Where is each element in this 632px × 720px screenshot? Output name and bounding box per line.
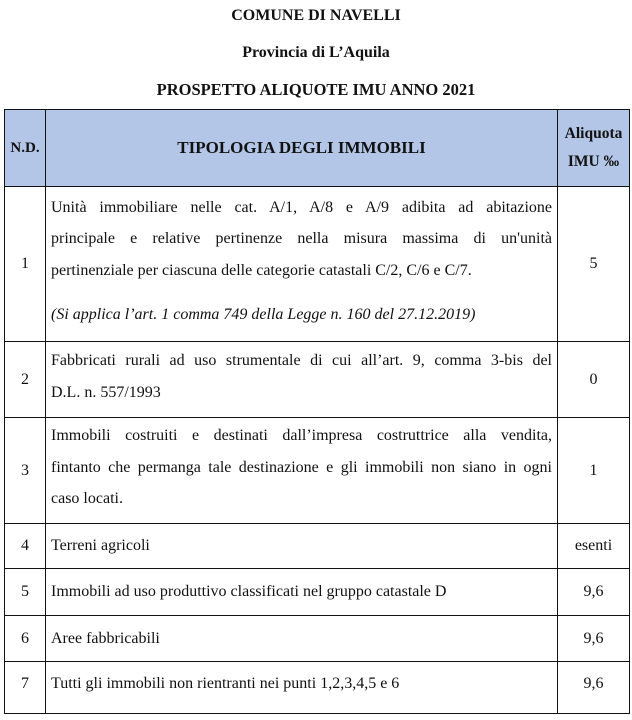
legal-note: (Si applica l’art. 1 comma 749 della Legge n. 160 del 27.12.2019) bbox=[51, 306, 476, 323]
row-description bbox=[46, 187, 558, 342]
description-line: Fabbricati rurali ad uso strumentale di cui all’art. 9, comma 3-bis del bbox=[51, 352, 552, 369]
description-line: Terreni agricoli bbox=[51, 537, 150, 555]
column-header-rate bbox=[558, 110, 630, 187]
description-line: fintanto che permanga tale destinazione e gli immobili non siano in ogni bbox=[51, 458, 552, 476]
row-description bbox=[46, 616, 558, 662]
row-description bbox=[46, 342, 558, 418]
description-line: principale e relative pertinenze nella misura massima di un'unità bbox=[51, 230, 552, 247]
row-description bbox=[46, 418, 558, 524]
row-number: 3 bbox=[5, 418, 46, 524]
row-rate: 0 bbox=[558, 342, 630, 418]
document-title: PROSPETTO ALIQUOTE IMU ANNO 2021 bbox=[156, 80, 476, 99]
description-line: caso locati. bbox=[51, 490, 123, 508]
row-rate: 1 bbox=[558, 418, 630, 524]
description-line: Immobili ad uso produttivo classificati nel gruppo catastale D bbox=[51, 583, 447, 601]
row-rate: 5 bbox=[558, 187, 630, 342]
row-description bbox=[46, 662, 558, 714]
row-number: 1 bbox=[5, 187, 46, 342]
row-number: 2 bbox=[5, 342, 46, 418]
description-line: Tutti gli immobili non rientranti nei punti 1,2,3,4,5 e 6 bbox=[51, 674, 400, 692]
description-line: Unità immobiliare nelle cat. A/1, A/8 e A/9 adibita ad abitazione bbox=[51, 198, 552, 216]
table-row bbox=[5, 662, 630, 714]
column-header-nd: N.D. bbox=[5, 110, 46, 187]
row-rate: 9,6 bbox=[558, 662, 630, 714]
column-header-rate-line1: Aliquota bbox=[564, 125, 623, 142]
table-row bbox=[5, 569, 630, 616]
row-rate: 9,6 bbox=[558, 616, 630, 662]
province-heading: Provincia di L’Aquila bbox=[242, 44, 390, 61]
description-line: Aree fabbricabili bbox=[51, 629, 160, 647]
description-line: pertinenziale per ciascuna delle categorie catastali C/2, C/6 e C/7. bbox=[51, 261, 472, 279]
row-description bbox=[46, 524, 558, 569]
row-number: 6 bbox=[5, 616, 46, 662]
table-row bbox=[5, 616, 630, 662]
table-header-row bbox=[5, 110, 630, 187]
row-number: 7 bbox=[5, 662, 46, 714]
table-row bbox=[5, 187, 630, 342]
row-rate: 9,6 bbox=[558, 569, 630, 616]
table-row bbox=[5, 524, 630, 569]
imu-rates-table bbox=[4, 109, 630, 714]
column-header-type: TIPOLOGIA DEGLI IMMOBILI bbox=[46, 110, 558, 187]
row-description bbox=[46, 569, 558, 616]
column-header-rate-line2: IMU ‰ bbox=[567, 153, 620, 170]
description-line: D.L. n. 557/1993 bbox=[51, 383, 161, 401]
table-row bbox=[5, 342, 630, 418]
row-number: 5 bbox=[5, 569, 46, 616]
row-number: 4 bbox=[5, 524, 46, 569]
description-line: Immobili costruiti e destinati dall’impresa costruttrice alla vendita, bbox=[51, 427, 552, 445]
municipality-heading: COMUNE DI NAVELLI bbox=[231, 7, 401, 24]
table-row bbox=[5, 418, 630, 524]
row-rate: esenti bbox=[558, 524, 630, 569]
